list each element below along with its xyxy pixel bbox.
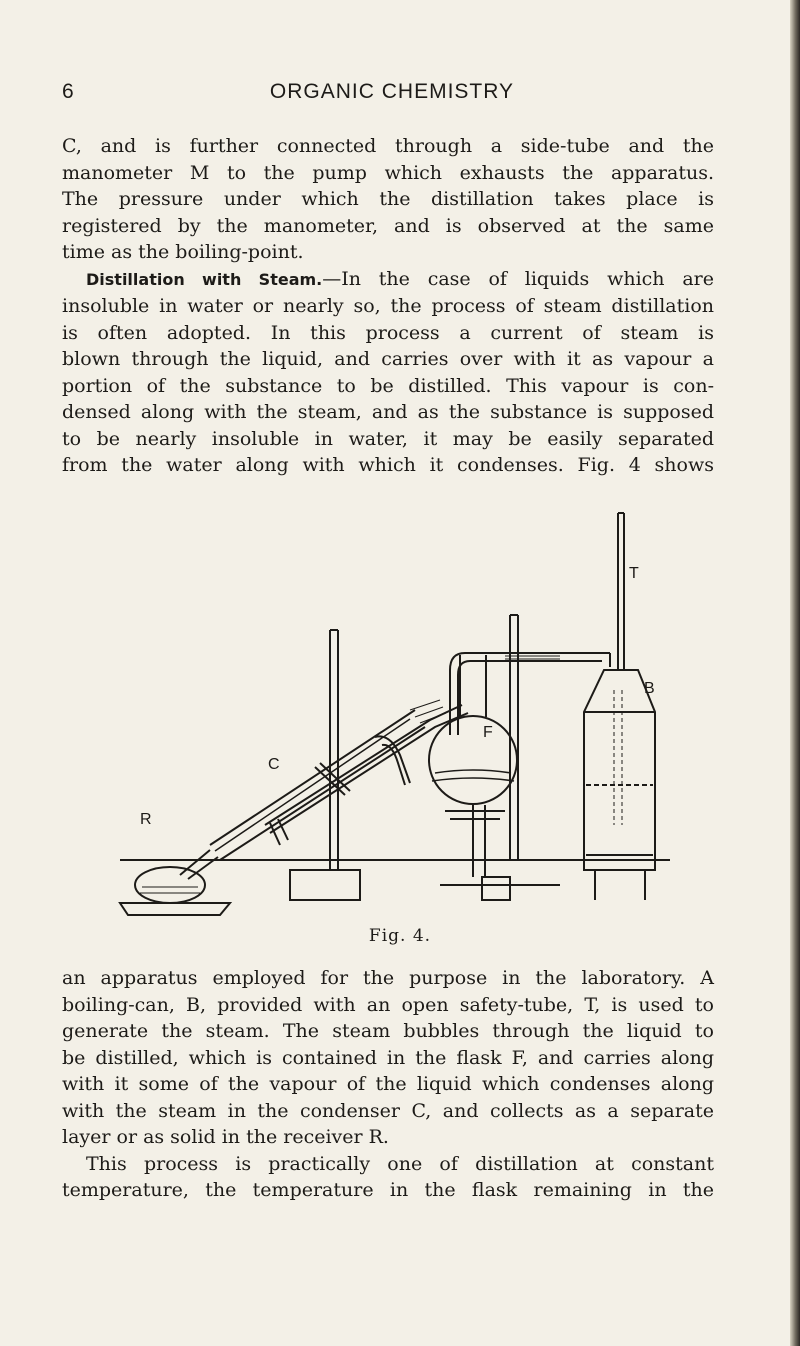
stand-rod-left — [330, 630, 338, 870]
flask-stand — [473, 805, 485, 877]
condenser-inner — [215, 719, 410, 851]
text-line: time as the boiling-point. — [62, 241, 304, 263]
text-line: boiling-can, B, provided with an open safety-tube, T, is used to — [62, 993, 714, 1016]
stand-foot-left — [290, 870, 360, 900]
steam-tube — [450, 653, 610, 735]
text-line: is often adopted. In this process a current of steam is — [62, 321, 714, 344]
arm-hatch — [410, 700, 446, 723]
text-line: This process is practically one of distillation at constant — [86, 1152, 714, 1175]
text-line: to be nearly insoluble in water, it may be easily separated — [62, 427, 714, 450]
label-f: F — [483, 724, 493, 741]
text-line: from the water along with which it condenses. Fig. 4 shows — [62, 454, 714, 476]
condenser-outlet — [375, 736, 410, 785]
text-line: manometer M to the pump which exhausts the apparatus. — [62, 161, 714, 184]
text-line: be distilled, which is contained in the flask F, and carries along — [62, 1046, 714, 1069]
can-inner-tube — [614, 690, 622, 825]
label-c: C — [268, 756, 280, 773]
flask-neck — [460, 655, 486, 717]
text-line: generate the steam. The steam bubbles through the liquid to — [62, 1020, 714, 1042]
condenser-jacket — [210, 710, 425, 860]
section-heading: Distillation with Steam. — [86, 269, 323, 289]
text-line: layer or as solid in the receiver R. — [62, 1126, 389, 1148]
paragraph-description — [62, 965, 714, 1204]
receiver-liquid — [140, 887, 200, 893]
text-line: temperature, the temperature in the flask remaining in the — [62, 1179, 714, 1201]
text-fragment: —In the case of liquids which are — [322, 267, 715, 290]
boiling-can — [584, 670, 655, 870]
text-line: The pressure under which the distillation takes place is — [62, 188, 714, 210]
text-line: with the steam in the condenser C, and collects as a separate — [62, 1099, 714, 1122]
steam-distillation-figure — [110, 505, 680, 935]
flask-body — [429, 716, 517, 804]
running-head — [62, 80, 722, 110]
text-line: blown through the liquid, and carries over with it as vapour a — [62, 348, 714, 370]
flask-liquid — [432, 770, 514, 781]
safety-tube — [618, 513, 624, 670]
section-first-line — [62, 266, 714, 294]
text-line: an apparatus employed for the purpose in the laboratory. A — [62, 967, 714, 989]
page-edge-shadow — [790, 0, 800, 1346]
paragraph-continued — [62, 133, 714, 479]
text-line: C, and is further connected through a side-tube and the — [62, 135, 714, 157]
label-r: R — [140, 811, 152, 828]
label-t: T — [629, 565, 639, 582]
header-title: ORGANIC CHEMISTRY — [269, 80, 515, 103]
page-number: 6 — [62, 80, 74, 103]
text-line: portion of the substance to be distilled. This vapour is con- — [62, 374, 714, 397]
label-b: B — [644, 680, 655, 697]
text-line: registered by the manometer, and is observed at the same — [62, 214, 714, 237]
flask-ring — [445, 811, 505, 819]
delivery-arm — [265, 705, 468, 833]
text-line: densed along with the steam, and as the substance is supposed — [62, 401, 714, 423]
burner — [440, 877, 560, 900]
apparatus-drawing — [110, 505, 680, 935]
can-base — [586, 855, 653, 900]
receiver-flask — [135, 867, 205, 903]
figure-caption: Fig. 4. — [368, 926, 432, 946]
receiver-dish — [120, 903, 230, 915]
text-line: insoluble in water or nearly so, the process of steam distillation — [62, 295, 714, 317]
text-line: with it some of the vapour of the liquid which condenses along — [62, 1073, 714, 1095]
